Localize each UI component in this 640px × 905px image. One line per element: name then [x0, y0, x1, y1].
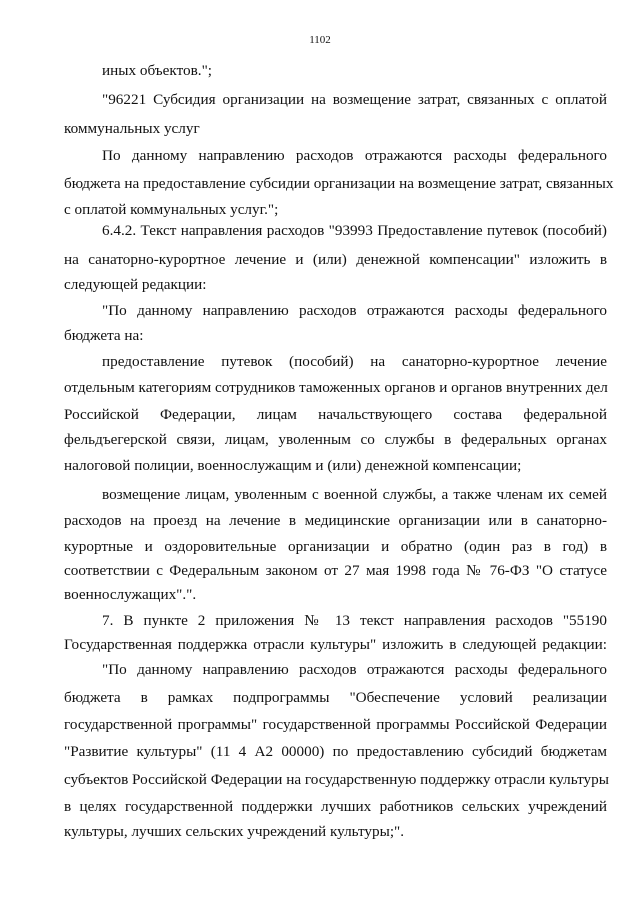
text-line: военнослужащих".".: [64, 586, 197, 603]
text-line: Государственная поддержка отрасли культуры" изложить в следующей редакции:: [64, 636, 607, 653]
text-line: отдельным категориям сотрудников таможенных органов и органов внутренних дел: [64, 379, 608, 396]
text-line: 6.4.2. Текст направления расходов "93993 Предоставление путевок (пособий): [102, 222, 607, 239]
page-number: 1102: [309, 34, 331, 46]
text-line: бюджета в рамках подпрограммы "Обеспечение условий реализации: [64, 689, 607, 706]
text-line: следующей редакции:: [64, 276, 207, 293]
text-line: государственной программы" государственной программы Российской Федерации: [64, 716, 607, 733]
text-line: "Развитие культуры" (11 4 А2 00000) по предоставлению субсидий бюджетам: [64, 743, 607, 760]
text-line: бюджета на предоставление субсидии организации на возмещение затрат, связанных: [64, 175, 614, 192]
text-line: "По данному направлению расходов отражаются расходы федерального: [102, 302, 607, 319]
text-line: "96221 Субсидия организации на возмещение затрат, связанных с оплатой: [102, 91, 607, 108]
text-line: расходов на проезд на лечение в медицинские организации или в санаторно-: [64, 512, 607, 529]
text-line: субъектов Российской Федерации на государственную поддержку отрасли культуры: [64, 771, 609, 788]
text-line: фельдъегерской связи, лицам, уволенным со службы в федеральных органах: [64, 431, 607, 448]
text-line: коммунальных услуг: [64, 120, 200, 137]
text-line: По данному направлению расходов отражаются расходы федерального: [102, 147, 607, 164]
text-line: иных объектов.";: [102, 62, 212, 79]
text-line: "По данному направлению расходов отражаются расходы федерального: [102, 661, 607, 678]
text-line: соответствии с Федеральным законом от 27 мая 1998 года № 76-ФЗ "О статусе: [64, 562, 607, 579]
text-line: в целях государственной поддержки лучших работников сельских учреждений: [64, 798, 607, 815]
text-line: предоставление путевок (пособий) на санаторно-курортное лечение: [102, 353, 607, 370]
text-line: на санаторно-курортное лечение и (или) денежной компенсации" изложить в: [64, 251, 607, 268]
text-line: налоговой полиции, военнослужащим и (или) денежной компенсации;: [64, 457, 522, 474]
text-line: культуры, лучших сельских учреждений культуры;".: [64, 823, 405, 840]
text-line: Российской Федерации, лицам начальствующего состава федеральной: [64, 406, 607, 423]
text-line: бюджета на:: [64, 327, 144, 344]
text-line: курортные и оздоровительные организации и обратно (один раз в год) в: [64, 538, 607, 555]
text-line: с оплатой коммунальных услуг.";: [64, 201, 279, 218]
text-line: возмещение лицам, уволенным с военной службы, а также членам их семей: [102, 486, 607, 503]
text-line: 7. В пункте 2 приложения № 13 текст направления расходов "55190: [102, 612, 607, 629]
